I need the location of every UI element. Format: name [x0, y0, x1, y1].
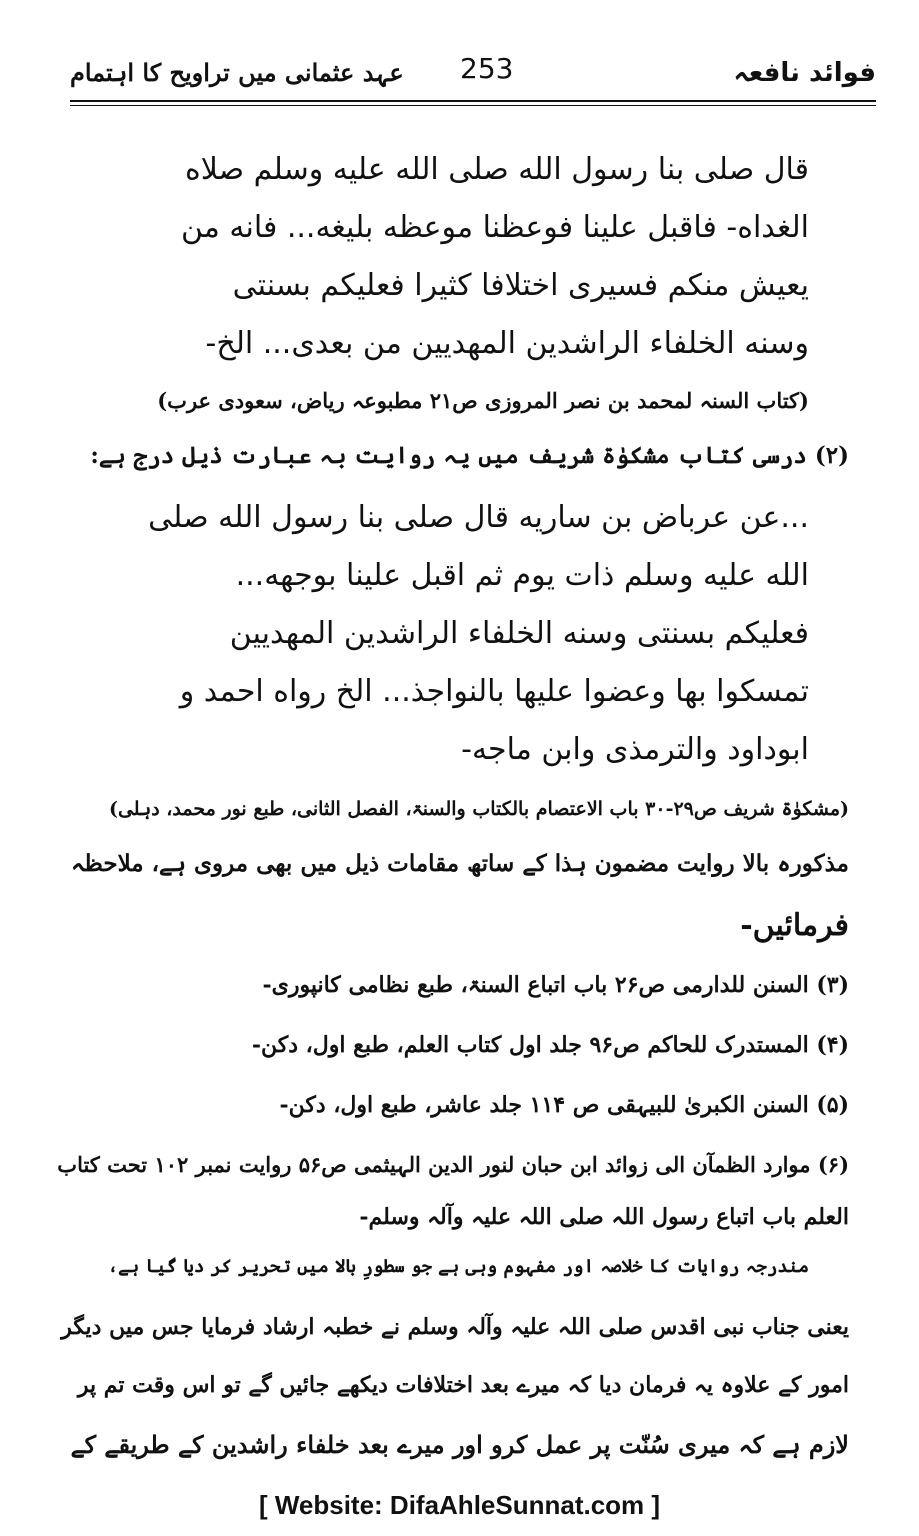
summary-line-3: امور کے علاوہ یہ فرمان دیا کہ میرے بعد اختلافات دیکھے جائیں گے تو اس وقت تم پر: [77, 1372, 849, 1398]
summary-line-2: یعنی جناب نبی اقدس صلی اللہ علیہ وآلہ وسلم نے خطبہ ارشاد فرمایا جس میں دیگر: [61, 1314, 849, 1340]
summary-line-4: لازم ہے کہ میری سُنّت پر عمل کرو اور میرے بعد خلفاء راشدین کے طریقے کے: [70, 1430, 849, 1459]
item2-intro: (۲) درسی کتاب مشکوٰۃ شریف میں یہ روایت بہ عبارت ذیل درج ہے:: [90, 442, 849, 469]
source-item-5: (۵) السنن الکبریٰ للبیہقی ص ۱۱۴ جلد عاشر، طبع اول، دکن-: [279, 1092, 849, 1118]
hadith1-line-4: وسنه الخلفاء الراشدین المهدیین من بعدی... الخ-: [205, 326, 809, 361]
chapter-title: عہد عثمانی میں تراویح کا اہتمام: [70, 58, 404, 87]
book-title: فوائد نافعہ: [733, 58, 876, 88]
source-item-3: (۳) السنن للدارمی ص۲۶ باب اتباع السنۃ، طبع نظامی کانپوری-: [262, 972, 849, 998]
item2-line-4: تمسکوا بها وعضوا علیها بالنواجذ... الخ رواه احمد و: [179, 674, 809, 709]
item2-line-2: الله علیه وسلم ذات یوم ثم اقبل علینا بوجهه...: [235, 558, 809, 593]
hadith1-reference: (کتاب السنہ لمحمد بن نصر المروزی ص۲۱ مطبوعہ ریاض، سعودی عرب): [157, 388, 809, 413]
source-item-4: (۴) المستدرک للحاکم ص۹۶ جلد اول کتاب العلم، طبع اول، دکن-: [251, 1032, 849, 1058]
item2-line-3: فعلیکم بسنتی وسنه الخلفاء الراشدین المهدیین: [229, 616, 809, 651]
hadith1-line-2: الغداه- فاقبل علینا فوعظنا موعظه بلیغه... فانه من: [180, 210, 809, 245]
website-footer: [ Website: DifaAhleSunnat.com ]: [258, 1490, 661, 1520]
summary-line-1: مندرجہ روایات کا خلاصہ اور مفہوم وہی ہے جو سطورِ بالا میں تحریر کر دیا گیا ہے،: [107, 1256, 809, 1277]
item2-reference: (مشکوٰۃ شریف ص۲۹-۳۰ باب الاعتصام بالکتاب والسنۃ، الفصل الثانی، طبع نور محمد، دہلی): [108, 798, 849, 820]
hadith1-line-1: قال صلی بنا رسول الله صلی الله علیه وسلم صلاه: [185, 152, 809, 187]
note-line-2: فرمائیں-: [740, 908, 849, 943]
hadith1-line-3: یعیش منکم فسیری اختلافا کثیرا فعلیکم بسنتی: [232, 268, 809, 303]
page-header: [70, 52, 876, 98]
note-line-1: مذکورہ بالا روایت مضمون ہذا کے ساتھ مقامات ذیل میں بھی مروی ہے، ملاحظہ: [71, 850, 849, 877]
header-divider: [70, 100, 876, 106]
source-item-6-cont: العلم باب اتباع رسول اللہ صلی اللہ علیہ وآلہ وسلم-: [359, 1204, 849, 1230]
item2-line-1: ...عن عرباض بن ساریه قال صلی بنا رسول الله صلی: [148, 500, 809, 535]
source-item-6: (۶) موارد الظمآن الی زوائد ابن حبان لنور الدین الہیثمی ص۵۶ روایت نمبر ۱۰۲ تحت کتاب: [57, 1152, 849, 1177]
page-number: 253: [460, 52, 514, 85]
item2-line-5: ابوداود والترمذی وابن ماجه-: [461, 732, 809, 767]
